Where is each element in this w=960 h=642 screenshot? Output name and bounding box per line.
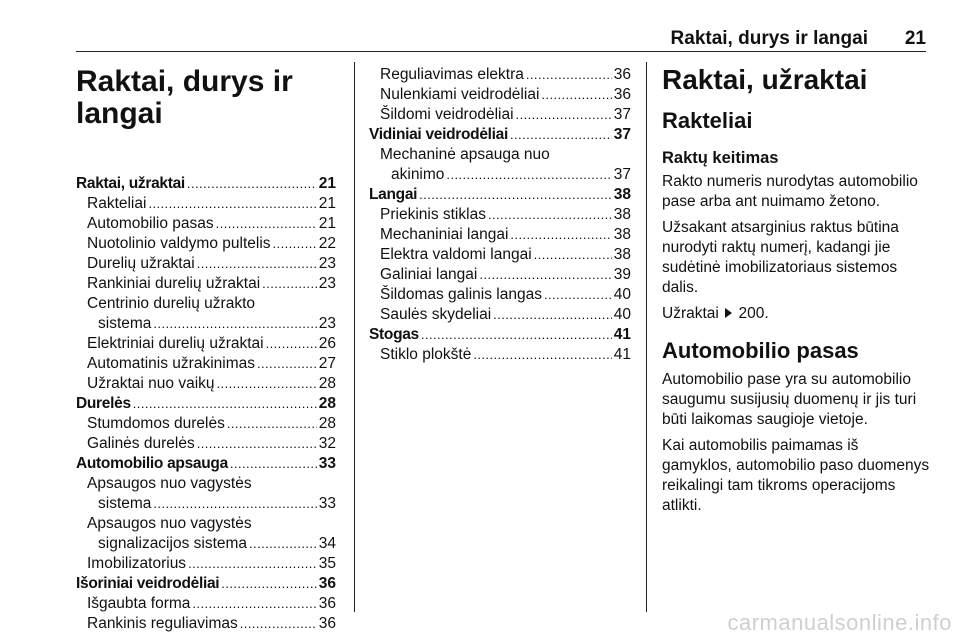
toc-leader-dots <box>192 594 316 614</box>
toc-entry-page: 33 <box>318 495 336 512</box>
toc-entry[interactable] <box>369 105 631 125</box>
toc-entry[interactable] <box>369 325 631 345</box>
paragraph-spare-keys: Užsakant atsarginius raktus būtina nurodyti raktų numerį, kadangi jie sudėtinė imobilizatoriaus sistemos dalis. <box>662 219 899 296</box>
toc-entry-label: Apsaugos nuo vagystės <box>87 515 252 532</box>
toc-entry[interactable] <box>76 434 336 454</box>
toc-entry[interactable] <box>369 305 631 325</box>
toc-entry-label: Stiklo plokštė <box>380 346 472 363</box>
toc-entry-page: 28 <box>318 395 336 412</box>
toc-leader-dots <box>419 185 612 205</box>
toc-entry[interactable] <box>76 314 336 334</box>
toc-leader-dots <box>510 125 612 145</box>
toc-entry-page: 28 <box>318 375 336 392</box>
toc-entry-label: Galinės durelės <box>87 435 195 452</box>
toc-entry[interactable] <box>76 614 336 634</box>
toc-entry-page: 37 <box>613 106 631 123</box>
toc-leader-dots <box>227 414 317 434</box>
toc-column-2 <box>369 62 631 365</box>
toc-entry-page: 38 <box>613 246 631 263</box>
toc-entry-label: Durelių užraktai <box>87 255 195 272</box>
header-rule <box>76 51 926 52</box>
toc-entry-label: Stumdomos durelės <box>87 415 225 432</box>
toc-entry-label: Rankinis reguliavimas <box>87 615 238 632</box>
toc-entry-label: Imobilizatorius <box>87 555 187 572</box>
toc-entry[interactable] <box>76 234 336 254</box>
toc-leader-dots <box>187 174 317 194</box>
toc-entry-page: 41 <box>613 346 631 363</box>
toc-entry-label: Nulenkiami veidrodėliai <box>380 86 540 103</box>
toc-list-2 <box>369 65 631 365</box>
toc-entry-page: 21 <box>318 195 336 212</box>
toc-leader-dots <box>133 394 317 414</box>
toc-entry-page: 23 <box>318 315 336 332</box>
toc-entry-page: 40 <box>613 306 631 323</box>
toc-entry-label: Automobilio apsauga <box>76 455 228 472</box>
toc-entry-label: Šildomi veidrodėliai <box>380 106 514 123</box>
toc-entry-page: 26 <box>318 335 336 352</box>
toc-entry[interactable] <box>76 454 336 474</box>
toc-entry[interactable] <box>369 285 631 305</box>
toc-entry[interactable] <box>369 225 631 245</box>
toc-entry-label: Elektra valdomi langai <box>380 246 532 263</box>
toc-entry-page: 28 <box>318 415 336 432</box>
toc-leader-dots <box>544 285 612 305</box>
toc-entry-page: 34 <box>318 535 336 552</box>
watermark: carmanualsonline.info <box>727 610 952 635</box>
toc-leader-dots <box>240 614 317 634</box>
toc-leader-dots <box>479 265 611 285</box>
toc-entry-page: 36 <box>318 575 336 592</box>
column-divider-1 <box>354 62 355 612</box>
toc-entry-page: 36 <box>613 66 631 83</box>
paragraph-key-number: Rakto numeris nurodytas automobilio pase arba ant nuimamo žetono. <box>662 173 918 210</box>
toc-entry-page: 22 <box>318 235 336 252</box>
toc-entry[interactable] <box>369 185 631 205</box>
toc-leader-dots <box>188 554 317 574</box>
toc-leader-dots <box>516 105 612 125</box>
toc-entry[interactable] <box>369 265 631 285</box>
toc-leader-dots <box>230 454 317 474</box>
toc-leader-dots <box>534 245 612 265</box>
toc-entry-label: sistema <box>98 495 152 512</box>
toc-entry-label: Raktai, užraktai <box>76 175 185 192</box>
toc-entry[interactable] <box>76 414 336 434</box>
toc-entry-page: 23 <box>318 255 336 272</box>
toc-entry[interactable] <box>76 174 336 194</box>
toc-entry-page: 39 <box>613 266 631 283</box>
toc-entry-page: 27 <box>318 355 336 372</box>
toc-entry-label: Durelės <box>76 395 131 412</box>
toc-entry[interactable] <box>369 345 631 365</box>
toc-list-1 <box>76 174 336 634</box>
topic-heading-key-replacement: Raktų keitimas <box>662 149 779 167</box>
toc-entry[interactable] <box>369 65 631 85</box>
toc-leader-dots <box>153 494 316 514</box>
chapter-title <box>76 62 336 130</box>
toc-entry[interactable] <box>76 214 336 234</box>
toc-leader-dots <box>510 225 611 245</box>
toc-entry-page: 38 <box>613 206 631 223</box>
toc-entry[interactable] <box>76 254 336 274</box>
toc-leader-dots <box>446 165 611 185</box>
toc-leader-dots <box>197 254 317 274</box>
toc-entry-label: signalizacijos sistema <box>98 535 248 552</box>
toc-leader-dots <box>473 345 611 365</box>
toc-entry-label: Mechaninė apsauga nuo <box>380 146 550 163</box>
column-divider-2 <box>646 62 647 612</box>
toc-entry-page: 37 <box>613 126 631 143</box>
toc-leader-dots <box>541 85 611 105</box>
toc-entry[interactable] <box>76 334 336 354</box>
section-heading: Raktai, užraktai <box>662 64 868 95</box>
toc-entry-page: 37 <box>613 166 631 183</box>
toc-entry-page: 40 <box>613 286 631 303</box>
toc-entry-page: 33 <box>318 455 336 472</box>
toc-entry[interactable] <box>76 534 336 554</box>
toc-leader-dots <box>273 234 317 254</box>
toc-entry-label: Išoriniai veidrodėliai <box>76 575 220 592</box>
toc-leader-dots <box>488 205 612 225</box>
toc-entry-label: Vidiniai veidrodėliai <box>369 126 508 143</box>
toc-leader-dots <box>197 434 317 454</box>
toc-entry-page: 36 <box>318 595 336 612</box>
paragraph-car-pass-factory: Kai automobilis paimamas iš gamyklos, automobilio paso duomenys reikalingi tam tikroms operacijoms atlikti. <box>662 437 930 514</box>
running-title: Raktai, durys ir langai <box>670 28 868 49</box>
toc-leader-dots <box>266 334 317 354</box>
toc-entry-page: 21 <box>318 215 336 232</box>
toc-entry-page: 38 <box>613 226 631 243</box>
toc-entry-label: Rankiniai durelių užraktai <box>87 275 261 292</box>
toc-leader-dots <box>217 374 317 394</box>
toc-entry-label: Saulės skydeliai <box>380 306 492 323</box>
toc-entry[interactable] <box>76 274 336 294</box>
toc-leader-dots <box>249 534 317 554</box>
toc-entry-page: 38 <box>613 186 631 203</box>
toc-leader-dots <box>216 214 317 234</box>
toc-column-1 <box>76 62 336 634</box>
toc-entry-label: Galiniai langai <box>380 266 478 283</box>
toc-entry-label: Reguliavimas elektra <box>380 66 524 83</box>
toc-leader-dots <box>148 194 316 214</box>
toc-leader-dots <box>493 305 612 325</box>
toc-entry[interactable] <box>76 474 336 494</box>
toc-entry-label: sistema <box>98 315 152 332</box>
toc-entry[interactable] <box>76 354 336 374</box>
toc-entry-label: Apsaugos nuo vagystės <box>87 475 252 492</box>
toc-entry[interactable] <box>369 165 631 185</box>
subsection-heading-keys: Rakteliai <box>662 108 753 133</box>
toc-entry-label: Centrinio durelių užrakto <box>87 295 256 312</box>
cross-reference-text: Užraktai <box>662 305 719 322</box>
toc-entry-label: Elektriniai durelių užraktai <box>87 335 264 352</box>
toc-leader-dots <box>257 354 317 374</box>
toc-entry[interactable] <box>76 554 336 574</box>
toc-leader-dots <box>153 314 316 334</box>
toc-entry-label: Išgaubta forma <box>87 595 191 612</box>
toc-entry-label: Automatinis užrakinimas <box>87 355 255 372</box>
toc-entry[interactable] <box>369 205 631 225</box>
toc-entry-label: akinimo <box>391 166 445 183</box>
toc-leader-dots <box>262 274 317 294</box>
chapter-title-line-1: Raktai, durys ir <box>76 65 293 98</box>
toc-entry-page: 32 <box>318 435 336 452</box>
toc-entry[interactable] <box>76 494 336 514</box>
toc-entry-page: 36 <box>318 615 336 632</box>
toc-leader-dots <box>526 65 612 85</box>
toc-leader-dots <box>421 325 612 345</box>
subsection-heading-car-pass: Automobilio pasas <box>662 338 859 363</box>
toc-entry-label: Mechaniniai langai <box>380 226 509 243</box>
paragraph-car-pass-security: Automobilio pase yra su automobilio saugumu susijusių duomenų ir jis turi būti laikomas saugioje vietoje. <box>662 371 917 428</box>
paragraph-cross-reference <box>662 304 932 324</box>
toc-entry-label: Stogas <box>369 326 419 343</box>
running-header <box>76 24 926 52</box>
toc-entry[interactable] <box>76 194 336 214</box>
toc-entry[interactable] <box>369 125 631 145</box>
toc-entry-label: Šildomas galinis langas <box>380 286 542 303</box>
chapter-title-line-2: langai <box>76 97 163 130</box>
toc-entry[interactable] <box>76 394 336 414</box>
toc-entry[interactable] <box>76 594 336 614</box>
toc-entry-label: Langai <box>369 186 418 203</box>
page-reference-arrow-icon <box>725 308 732 318</box>
toc-entry-page: 35 <box>318 555 336 572</box>
toc-entry-page: 23 <box>318 275 336 292</box>
toc-entry[interactable] <box>369 85 631 105</box>
toc-entry[interactable] <box>76 574 336 594</box>
toc-entry[interactable] <box>369 145 631 165</box>
toc-entry-label: Priekinis stiklas <box>380 206 486 223</box>
toc-leader-dots <box>221 574 316 594</box>
content-column <box>662 62 932 522</box>
toc-entry-page: 21 <box>318 175 336 192</box>
toc-entry-label: Rakteliai <box>87 195 147 212</box>
toc-entry-label: Nuotolinio valdymo pultelis <box>87 235 271 252</box>
toc-entry[interactable] <box>76 374 336 394</box>
toc-entry-page: 36 <box>613 86 631 103</box>
page-number: 21 <box>904 28 926 49</box>
toc-entry-label: Užraktai nuo vaikų <box>87 375 215 392</box>
toc-entry[interactable] <box>76 294 336 314</box>
toc-entry-label: Automobilio pasas <box>87 215 214 232</box>
toc-entry[interactable] <box>369 245 631 265</box>
toc-entry[interactable] <box>76 514 336 534</box>
cross-reference-page[interactable]: 200. <box>738 305 769 322</box>
toc-entry-page: 41 <box>613 326 631 343</box>
